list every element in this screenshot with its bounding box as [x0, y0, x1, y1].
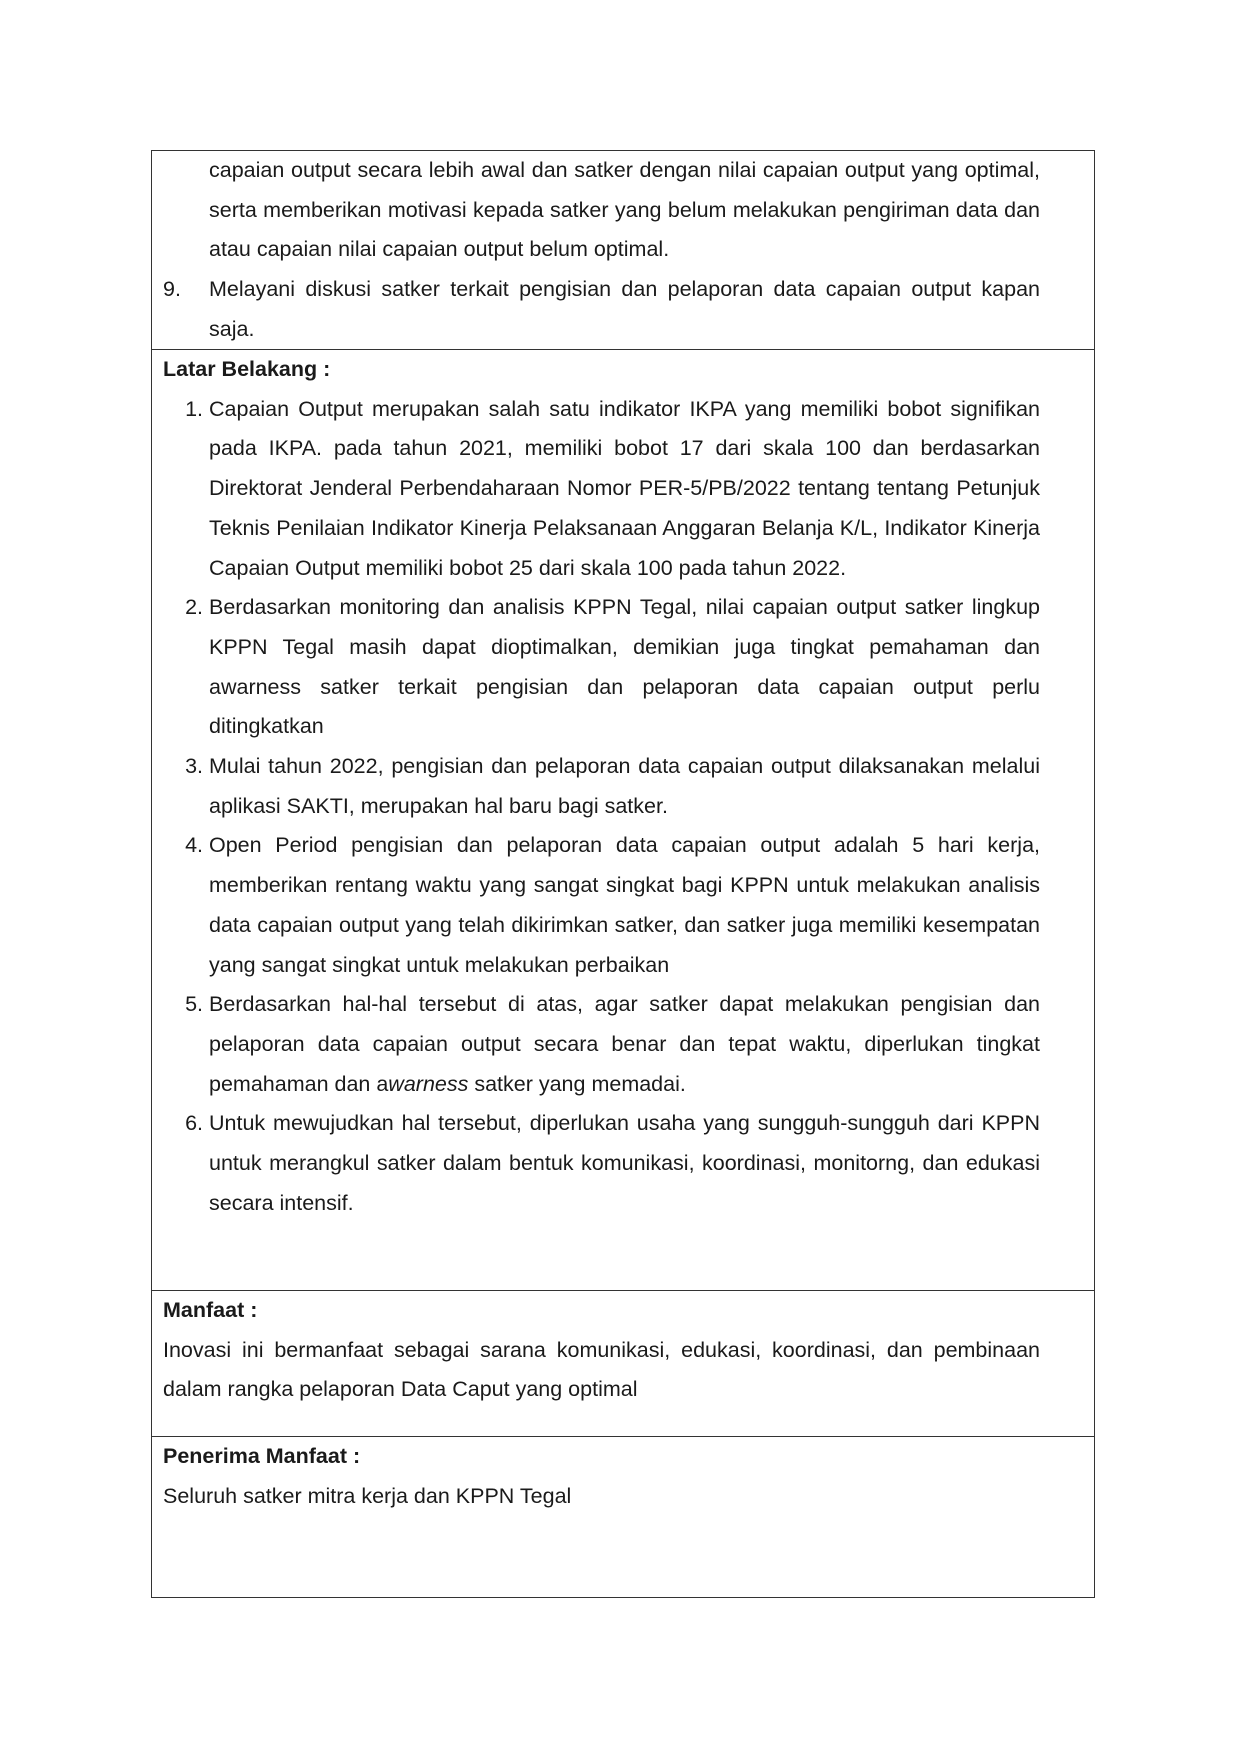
- latar-belakang-cell: [152, 350, 1094, 1291]
- manfaat-text: Inovasi ini bermanfaat sebagai sarana komunikasi, edukasi, koordinasi, dan pembinaan dalam rangka pelaporan Data Caput yang optimal: [163, 1337, 1040, 1402]
- document-table: [151, 150, 1095, 1598]
- list-item-text: Berdasarkan monitoring dan analisis KPPN Tegal, nilai capaian output satker lingkup KPPN Tegal masih dapat dioptimalkan, demikian juga tingkat pemahaman dan awarness satker terkait pengisian dan pelaporan data capaian output perlu ditingkatkan: [209, 595, 1040, 739]
- section-heading: Latar Belakang :: [163, 357, 331, 381]
- list-item: [163, 826, 1040, 985]
- list-item: [163, 1104, 1040, 1223]
- continuation-cell: [152, 151, 1094, 350]
- list-item-number: 3.: [185, 754, 204, 779]
- list-item-text: Open Period pengisian dan pelaporan data capaian output adalah 5 hari kerja, memberikan rentang waktu yang sangat singkat bagi KPPN untuk melakukan analisis data capaian output yang telah dikirimkan satker, dan satker juga memiliki kesempatan yang sangat singkat untuk melakukan perbaikan: [209, 833, 1040, 977]
- list-item: [163, 985, 1040, 1104]
- continuation-paragraph: capaian output secara lebih awal dan satker dengan nilai capaian output yang optimal, serta memberikan motivasi kepada satker yang belum melakukan pengiriman data dan atau capaian nilai capaian output belum optimal.: [209, 158, 1040, 262]
- section-heading: Manfaat :: [163, 1298, 258, 1322]
- manfaat-cell: [152, 1291, 1094, 1437]
- list-item: [163, 747, 1040, 826]
- italic-term: warness: [388, 1071, 469, 1096]
- section-heading: Penerima Manfaat :: [163, 1444, 361, 1468]
- list-item-number: 5.: [185, 992, 204, 1017]
- list-item-text: Melayani diskusi satker terkait pengisian dan pelaporan data capaian output kapan saja.: [209, 277, 1040, 341]
- list-item-text: Berdasarkan hal-hal tersebut di atas, agar satker dapat melakukan pengisian dan pelaporan data capaian output secara benar dan tepat waktu, diperlukan tingkat pemahaman dan awarness satker yang memadai.: [209, 992, 1040, 1096]
- penerima-manfaat-cell: [152, 1437, 1094, 1597]
- list-item: [163, 390, 1040, 589]
- list-item-number: 4.: [185, 833, 204, 858]
- list-item-number: 6.: [185, 1111, 204, 1136]
- list-item-number: 1.: [185, 396, 204, 421]
- list-item: [163, 588, 1040, 747]
- list-item-number: 2.: [185, 595, 204, 620]
- penerima-manfaat-text: Seluruh satker mitra kerja dan KPPN Tegal: [163, 1483, 572, 1508]
- list-item-text: Untuk mewujudkan hal tersebut, diperlukan usaha yang sungguh-sungguh dari KPPN untuk merangkul satker dalam bentuk komunikasi, koordinasi, monitorng, dan edukasi secara intensif.: [209, 1111, 1040, 1215]
- list-item-text: Capaian Output merupakan salah satu indikator IKPA yang memiliki bobot signifikan pada IKPA. pada tahun 2021, memiliki bobot 17 dari skala 100 dan berdasarkan Direktorat Jenderal Perbendaharaan Nomor PER-5/PB/2022 tentang tentang Petunjuk Teknis Penilaian Indikator Kinerja Pelaksanaan Anggaran Belanja K/L, Indikator Kinerja Capaian Output memiliki bobot 25 dari skala 100 pada tahun 2022.: [209, 396, 1040, 580]
- list-item-text: Mulai tahun 2022, pengisian dan pelaporan data capaian output dilaksanakan melalui aplikasi SAKTI, merupakan hal baru bagi satker.: [209, 754, 1040, 818]
- list-item: [163, 270, 1040, 349]
- list-item-number: 9.: [163, 277, 181, 302]
